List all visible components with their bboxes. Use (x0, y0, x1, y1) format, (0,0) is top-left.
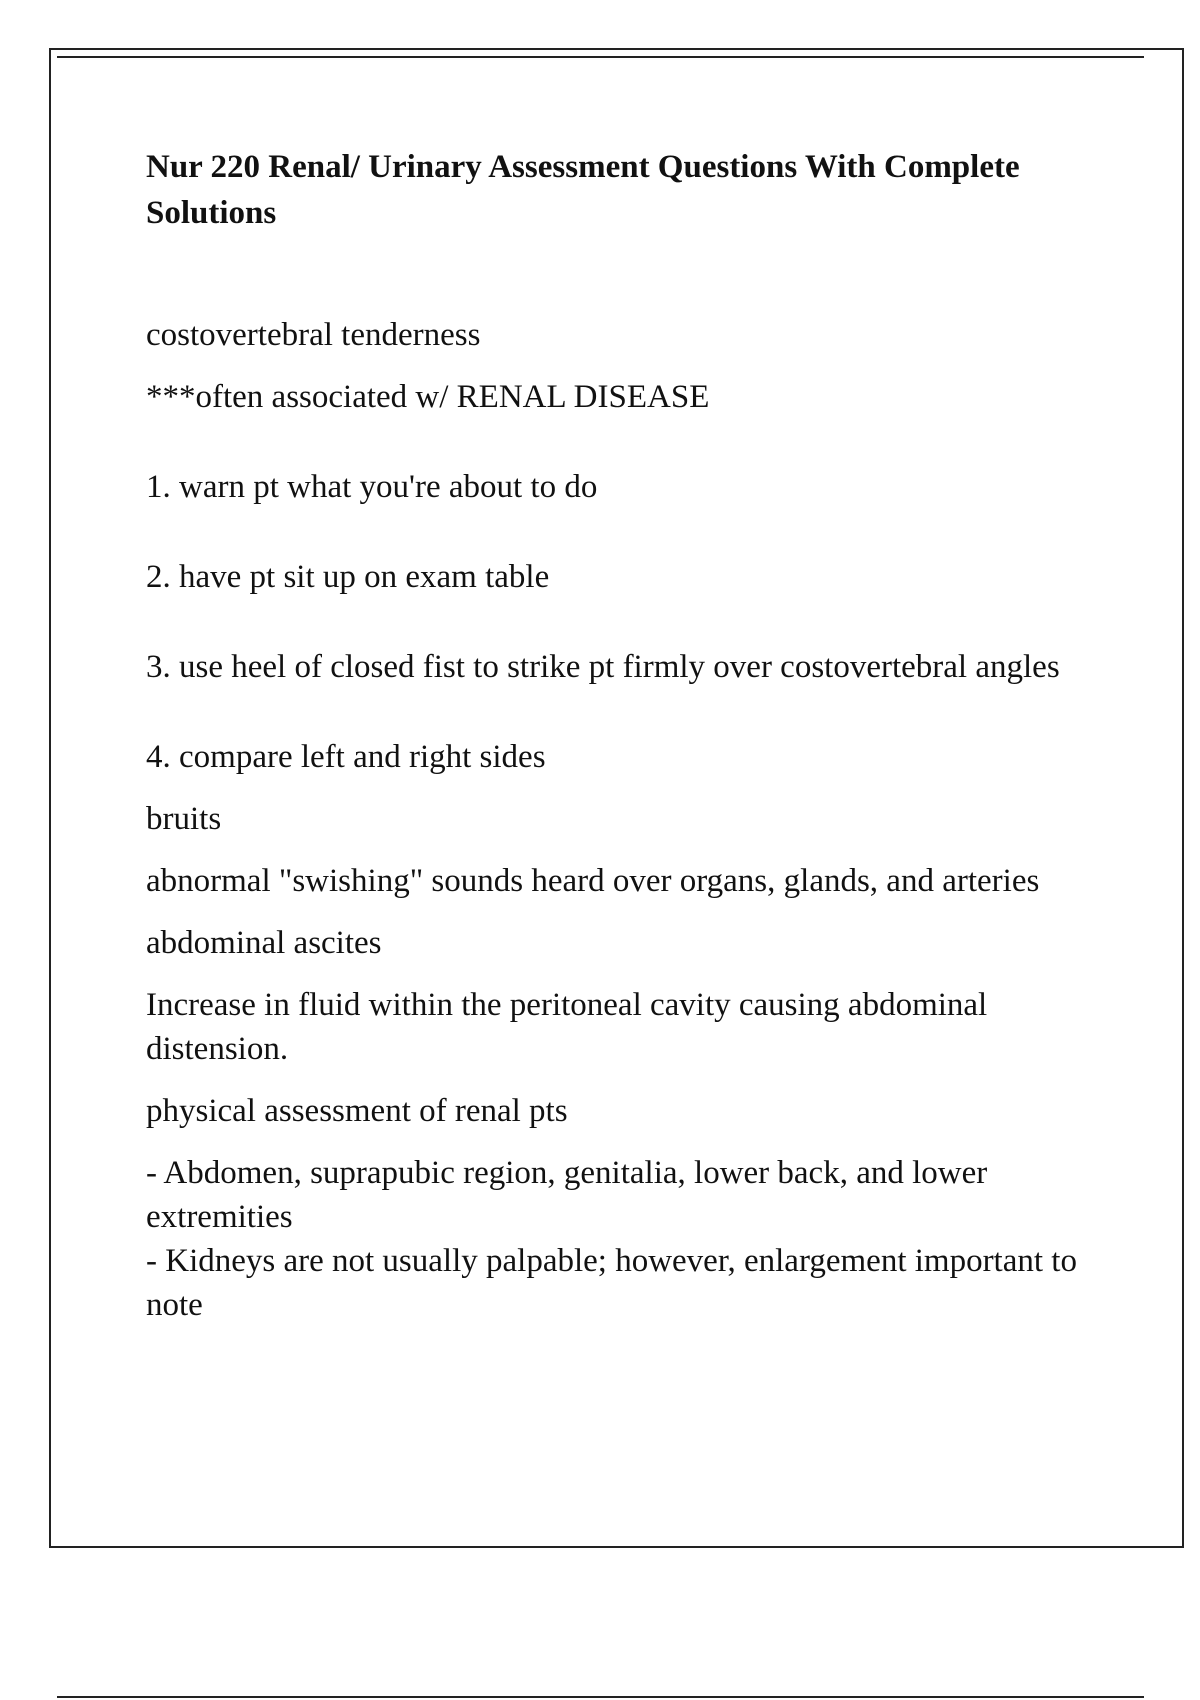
term-costovertebral-tenderness: costovertebral tenderness (146, 317, 481, 353)
step-item-4: 4. compare left and right sides (146, 739, 546, 775)
header-rule (57, 56, 1144, 58)
step-item-2: 2. have pt sit up on exam table (146, 559, 550, 595)
definition-line: ***often associated w/ RENAL DISEASE (146, 379, 710, 415)
term-physical-assessment: physical assessment of renal pts (146, 1093, 568, 1129)
term-bruits: bruits (146, 801, 222, 837)
term-abdominal-ascites: abdominal ascites (146, 925, 382, 961)
step-item-1: 1. warn pt what you're about to do (146, 469, 598, 505)
document-body (146, 144, 1096, 1327)
document-title: Nur 220 Renal/ Urinary Assessment Questions With Complete Solutions (146, 149, 1020, 231)
step-item-3: 3. use heel of closed fist to strike pt firmly over costovertebral angles (146, 649, 1060, 685)
definition-abdominal-ascites: Increase in fluid within the peritoneal cavity causing abdominal distension. (146, 987, 988, 1067)
definition-bruits: abnormal "swishing" sounds heard over organs, glands, and arteries (146, 863, 1040, 899)
definition-physical-assessment: - Abdomen, suprapubic region, genitalia, lower back, and lower extremities - Kidneys are not usually palpable; however, enlargement important to note (146, 1155, 1077, 1323)
footer-rule (57, 1696, 1144, 1698)
